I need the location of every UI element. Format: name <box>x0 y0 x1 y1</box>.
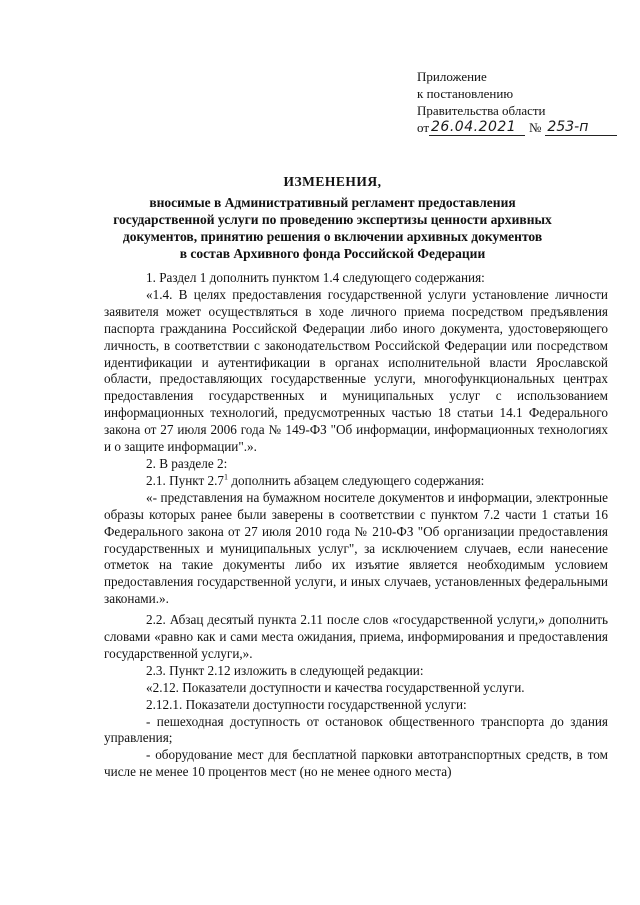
paragraph-4-end: дополнить абзацем следующего содержания: <box>228 472 485 488</box>
document-title <box>60 173 605 262</box>
approval-block <box>417 68 632 136</box>
paragraph-1: 1. Раздел 1 дополнить пунктом 1.4 следующего содержания: <box>146 270 485 285</box>
paragraph-3: 2. В разделе 2: <box>146 455 228 471</box>
superscript: 1 <box>224 472 229 482</box>
handwritten-number: 253-п <box>545 119 617 136</box>
handwritten-date: 26.04.2021 <box>429 119 525 136</box>
date-prefix: от <box>417 120 430 135</box>
approval-date-number-line <box>417 119 632 136</box>
paragraph-9: 2.12.1. Показатели доступности государственной услуги: <box>146 696 467 712</box>
paragraph-8: «2.12. Показатели доступности и качества государственной услуги. <box>146 679 525 695</box>
paragraph-4 <box>104 473 608 490</box>
paragraph-6: 2.2. Абзац десятый пункта 2.11 после слов «государственной услуги,» дополнить словами «равно как и сами места ожидания, приема, информирования и предоставления государственной услуги,». <box>104 612 608 661</box>
title-line-1: вносимые в Административный регламент предоставления <box>149 195 516 210</box>
paragraph-2: «1.4. В целях предоставления государственной услуги установление личности заявителя может осуществляться в ходе личного приема посредством предъявления паспорта гражданина Российской Федерации либо иного документа, удостоверяющего личность, в соответствии с законодательством Российской Федерации или посредством идентификации и аутентификации в органах исполнительной власти Ярославской области, предоставляющих государственные услуги, многофункциональных центрах предоставления государственных и муниципальных услуг с использованием информационных технологий, предусмотренных частью 18 статьи 14.1 Федерального закона от 27 июля 2006 года № 149-ФЗ "Об информации, информационных технологиях и о защите информации".». <box>104 286 608 455</box>
document-body <box>104 270 608 781</box>
title-line-3: документов, принятию решения о включении архивных документов <box>122 229 543 244</box>
approval-line-government: Правительства области <box>417 103 546 118</box>
approval-line-resolution: к постановлению <box>417 86 514 101</box>
paragraph-11: - оборудование мест для бесплатной парковки автотранспортных средств, в том числе не менее 10 процентов мест (но не менее одного места) <box>104 747 608 780</box>
paragraph-10: - пешеходная доступность от остановок общественного транспорта до здания управления; <box>104 713 608 746</box>
title-line-2: государственной услуги по проведению экспертизы ценности архивных <box>113 212 552 227</box>
approval-line-appendix: Приложение <box>417 69 487 84</box>
title-main: ИЗМЕНЕНИЯ, <box>283 174 382 189</box>
paragraph-7: 2.3. Пункт 2.12 изложить в следующей редакции: <box>146 662 424 678</box>
number-sign: № <box>529 120 542 135</box>
paragraph-4-start: 2.1. Пункт 2.7 <box>146 472 225 488</box>
title-line-4: в состав Архивного фонда Российской Федерации <box>179 246 486 261</box>
paragraph-5: «- представления на бумажном носителе документов и информации, электронные образы которых ранее были заверены в соответствии с пунктом 7.2 части 1 статьи 16 Федерального закона от 27 июля 2010 года № 210-ФЗ "Об организации предоставления государственных и муниципальных услуг", за исключением случаев, если нанесение отметок на такие документы либо их изъятие является необходимым условием предоставления государственной услуги, и иных случаев, установленных федеральными законами.». <box>104 489 608 607</box>
